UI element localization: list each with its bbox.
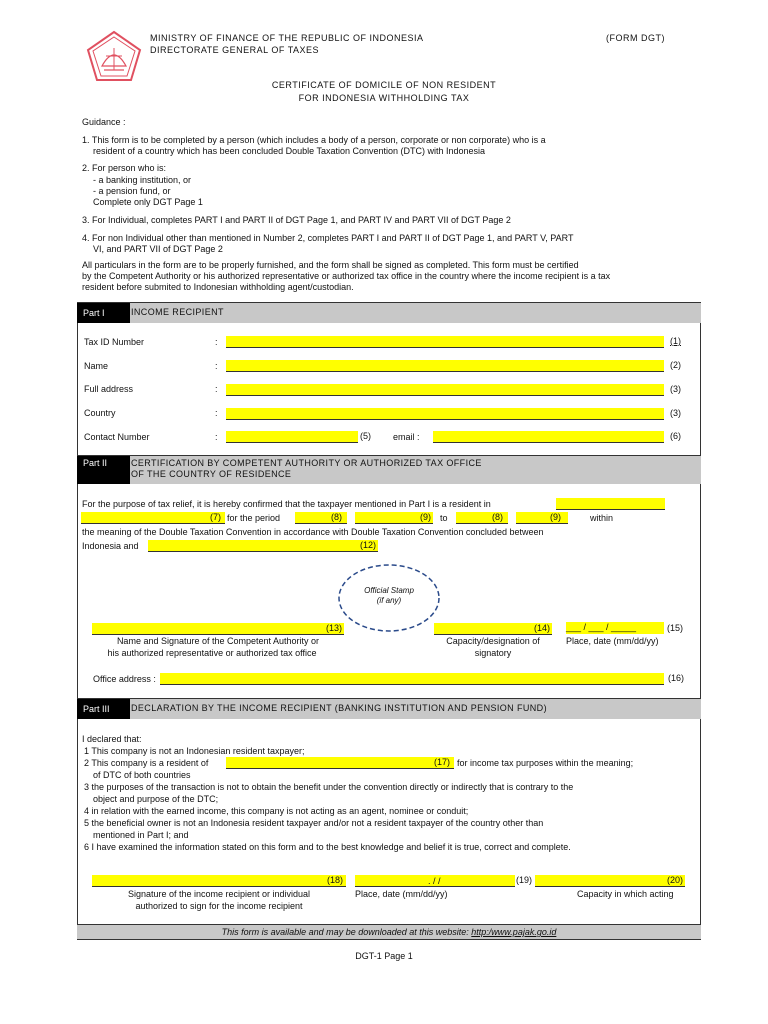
part2-header [77, 455, 701, 484]
address-label: Full address [84, 384, 134, 394]
capacity-caption-2: signatory [474, 648, 512, 658]
colon: : [215, 408, 218, 418]
office-address-label: Office address : [93, 674, 156, 684]
capacity-caption-1: Capacity/designation of [446, 636, 540, 646]
treaty-country-field[interactable] [148, 540, 378, 552]
part2-title [131, 458, 482, 480]
authority-signature-field[interactable] [92, 623, 344, 635]
contact-field[interactable] [226, 431, 358, 443]
declaration-2b: for income tax purposes within the meaning; [457, 758, 634, 768]
recipient-capacity-field[interactable] [535, 875, 685, 887]
stamp-label-1: Official Stamp [364, 586, 414, 595]
field-number-16: (16) [668, 673, 685, 683]
authority-signature-caption-1: Name and Signature of the Competent Authority or [116, 636, 320, 646]
field-number-5: (5) [360, 431, 371, 441]
field-number-6: (6) [670, 431, 681, 441]
residence-country-field[interactable] [556, 498, 665, 510]
indonesia-and-label: Indonesia and [82, 541, 139, 551]
guidance-item2d: Complete only DGT Page 1 [93, 197, 203, 207]
guidance-item2c: - a pension fund, or [93, 186, 171, 196]
stamp-label-2: (if any) [376, 596, 402, 605]
tax-id-field[interactable] [226, 336, 664, 348]
email-label: email : [393, 432, 420, 442]
field-number-3: (3) [670, 384, 681, 394]
part2-label: Part II [77, 456, 130, 484]
guidance-item3: 3. For Individual, completes PART I and PART II of DGT Page 1, and PART IV and PART VII of DGT Page 2 [82, 215, 511, 225]
field-number-12: (12) [360, 540, 377, 550]
form-title-line2: FOR INDONESIA WITHHOLDING TAX [298, 93, 470, 103]
within-label: within [590, 513, 614, 523]
field-number-7: (7) [210, 512, 221, 522]
declaration-3b: object and purpose of the DTC; [93, 794, 219, 804]
guidance-item2b: - a banking institution, or [93, 175, 192, 185]
email-field[interactable] [433, 431, 664, 443]
place-date-field[interactable]: ___ / ___ / _____ [566, 622, 664, 634]
recipient-signature-caption-1: Signature of the income recipient or individual [127, 889, 311, 899]
contact-label: Contact Number [84, 432, 150, 442]
field-number-19: (19) [516, 875, 533, 885]
part2-title-line2: OF THE COUNTRY OF RESIDENCE [131, 469, 292, 479]
ministry-logo [84, 30, 144, 82]
field-number-8a: (8) [331, 512, 342, 522]
guidance-para-b: by the Competent Authority or his authorized representative or authorized tax office in the country where the income recipient is a tax [82, 271, 611, 281]
part1-label: Part I [77, 303, 130, 323]
part3-label: Part III [77, 699, 130, 719]
field-number-15: (15) [667, 623, 684, 633]
ministry-name: MINISTRY OF FINANCE OF THE REPUBLIC OF INDONESIA [150, 33, 424, 43]
part2-line3: the meaning of the Double Taxation Convention in accordance with Double Taxation Convention concluded between [82, 527, 544, 537]
declaration-3a: 3 the purposes of the transaction is not to obtain the benefit under the convention directly or indirectly that is contrary to the [84, 782, 574, 792]
declaration-4: 4 in relation with the earned income, this company is not acting as an agent, nominee or conduit; [84, 806, 469, 816]
field-number-9b: (9) [550, 512, 561, 522]
download-note-text: This form is available and may be downloaded at this website: [221, 927, 469, 937]
country-field[interactable] [226, 408, 664, 420]
recipient-place-date-caption: Place, date (mm/dd/yy) [355, 889, 448, 899]
field-number-20: (20) [667, 875, 684, 885]
colon: : [215, 384, 218, 394]
resident-country-field[interactable] [226, 757, 454, 769]
date-separators: . / / [428, 876, 441, 886]
country-label: Country [84, 408, 116, 418]
guidance-item4b: VI, and PART VII of DGT Page 2 [93, 244, 223, 254]
field-number-3b: (3) [670, 408, 681, 418]
field-number-9a: (9) [420, 512, 431, 522]
field-number-8b: (8) [492, 512, 503, 522]
field-number-14: (14) [534, 623, 551, 633]
field-number-2: (2) [670, 360, 681, 370]
page-number: DGT-1 Page 1 [355, 951, 413, 961]
download-url-link[interactable]: http:/www.pajak.go.id [471, 927, 557, 937]
name-field[interactable] [226, 360, 664, 372]
to-label: to [440, 513, 448, 523]
place-date-caption: Place, date (mm/dd/yy) [566, 636, 659, 646]
authority-signature-caption-2: his authorized representative or authorized tax office [107, 648, 317, 658]
name-label: Name [84, 361, 109, 371]
office-address-field[interactable] [160, 673, 664, 685]
guidance-para-a: All particulars in the form are to be properly furnished, and the form shall be signed as completed. This form must be certified [82, 260, 579, 270]
declaration-2c: of DTC of both countries [93, 770, 191, 780]
part2-title-line1: CERTIFICATION BY COMPETENT AUTHORITY OR AUTHORIZED TAX OFFICE [131, 458, 482, 468]
part1-header [77, 302, 701, 323]
address-field[interactable] [226, 384, 664, 396]
declaration-2a: 2 This company is a resident of [84, 758, 209, 768]
recipient-signature-caption-2: authorized to sign for the income recipient [135, 901, 303, 911]
guidance-para-c: resident before submited to Indonesian withholding agent/custodian. [82, 282, 354, 292]
declaration-5b: mentioned in Part I; and [93, 830, 189, 840]
colon: : [215, 337, 218, 347]
form-title-line1: CERTIFICATE OF DOMICILE OF NON RESIDENT [271, 80, 497, 90]
part1-title: INCOME RECIPIENT [131, 307, 224, 317]
declaration-5a: 5 the beneficial owner is not an Indonesia resident taxpayer and/or not a resident taxpayer of the country other than [84, 818, 544, 828]
colon: : [215, 361, 218, 371]
declaration-6: 6 I have examined the information stated on this form and to the best knowledge and belief it is true, correct and complete. [84, 842, 571, 852]
declared-heading: I declared that: [82, 734, 142, 744]
guidance-item1a: 1. This form is to be completed by a person (which includes a body of a person, corporate or non corporate) who is a [82, 135, 546, 145]
download-note [77, 924, 701, 939]
form-code: (FORM DGT) [606, 33, 665, 43]
recipient-capacity-caption: Capacity in which acting [577, 889, 674, 899]
field-number-18: (18) [327, 875, 344, 885]
for-period-label: for the period [227, 513, 281, 523]
field-number-13: (13) [326, 623, 343, 633]
part3-header [77, 698, 701, 719]
guidance-item2a: 2. For person who is: [82, 163, 167, 173]
declaration-1: 1 This company is not an Indonesian resident taxpayer; [84, 746, 305, 756]
guidance-item4a: 4. For non Individual other than mentioned in Number 2, completes PART I and PART II of DGT Page 1, and PART V, PART [82, 233, 574, 243]
guidance-item1b: resident of a country which has been concluded Double Taxation Convention (DTC) with Indonesia [93, 146, 486, 156]
field-number-1: (1) [670, 336, 681, 346]
tax-id-label: Tax ID Number [84, 337, 145, 347]
part3-title: DECLARATION BY THE INCOME RECIPIENT (BANKING INSTITUTION AND PENSION FUND) [131, 703, 547, 713]
part2-line1: For the purpose of tax relief, it is hereby confirmed that the taxpayer mentioned in Part I is a resident in [82, 499, 491, 509]
recipient-signature-field[interactable] [92, 875, 346, 887]
field-number-17: (17) [434, 757, 451, 767]
directorate-name: DIRECTORATE GENERAL OF TAXES [150, 45, 320, 55]
guidance-heading: Guidance : [82, 117, 126, 127]
colon: : [215, 432, 218, 442]
residence-field[interactable] [81, 512, 225, 524]
